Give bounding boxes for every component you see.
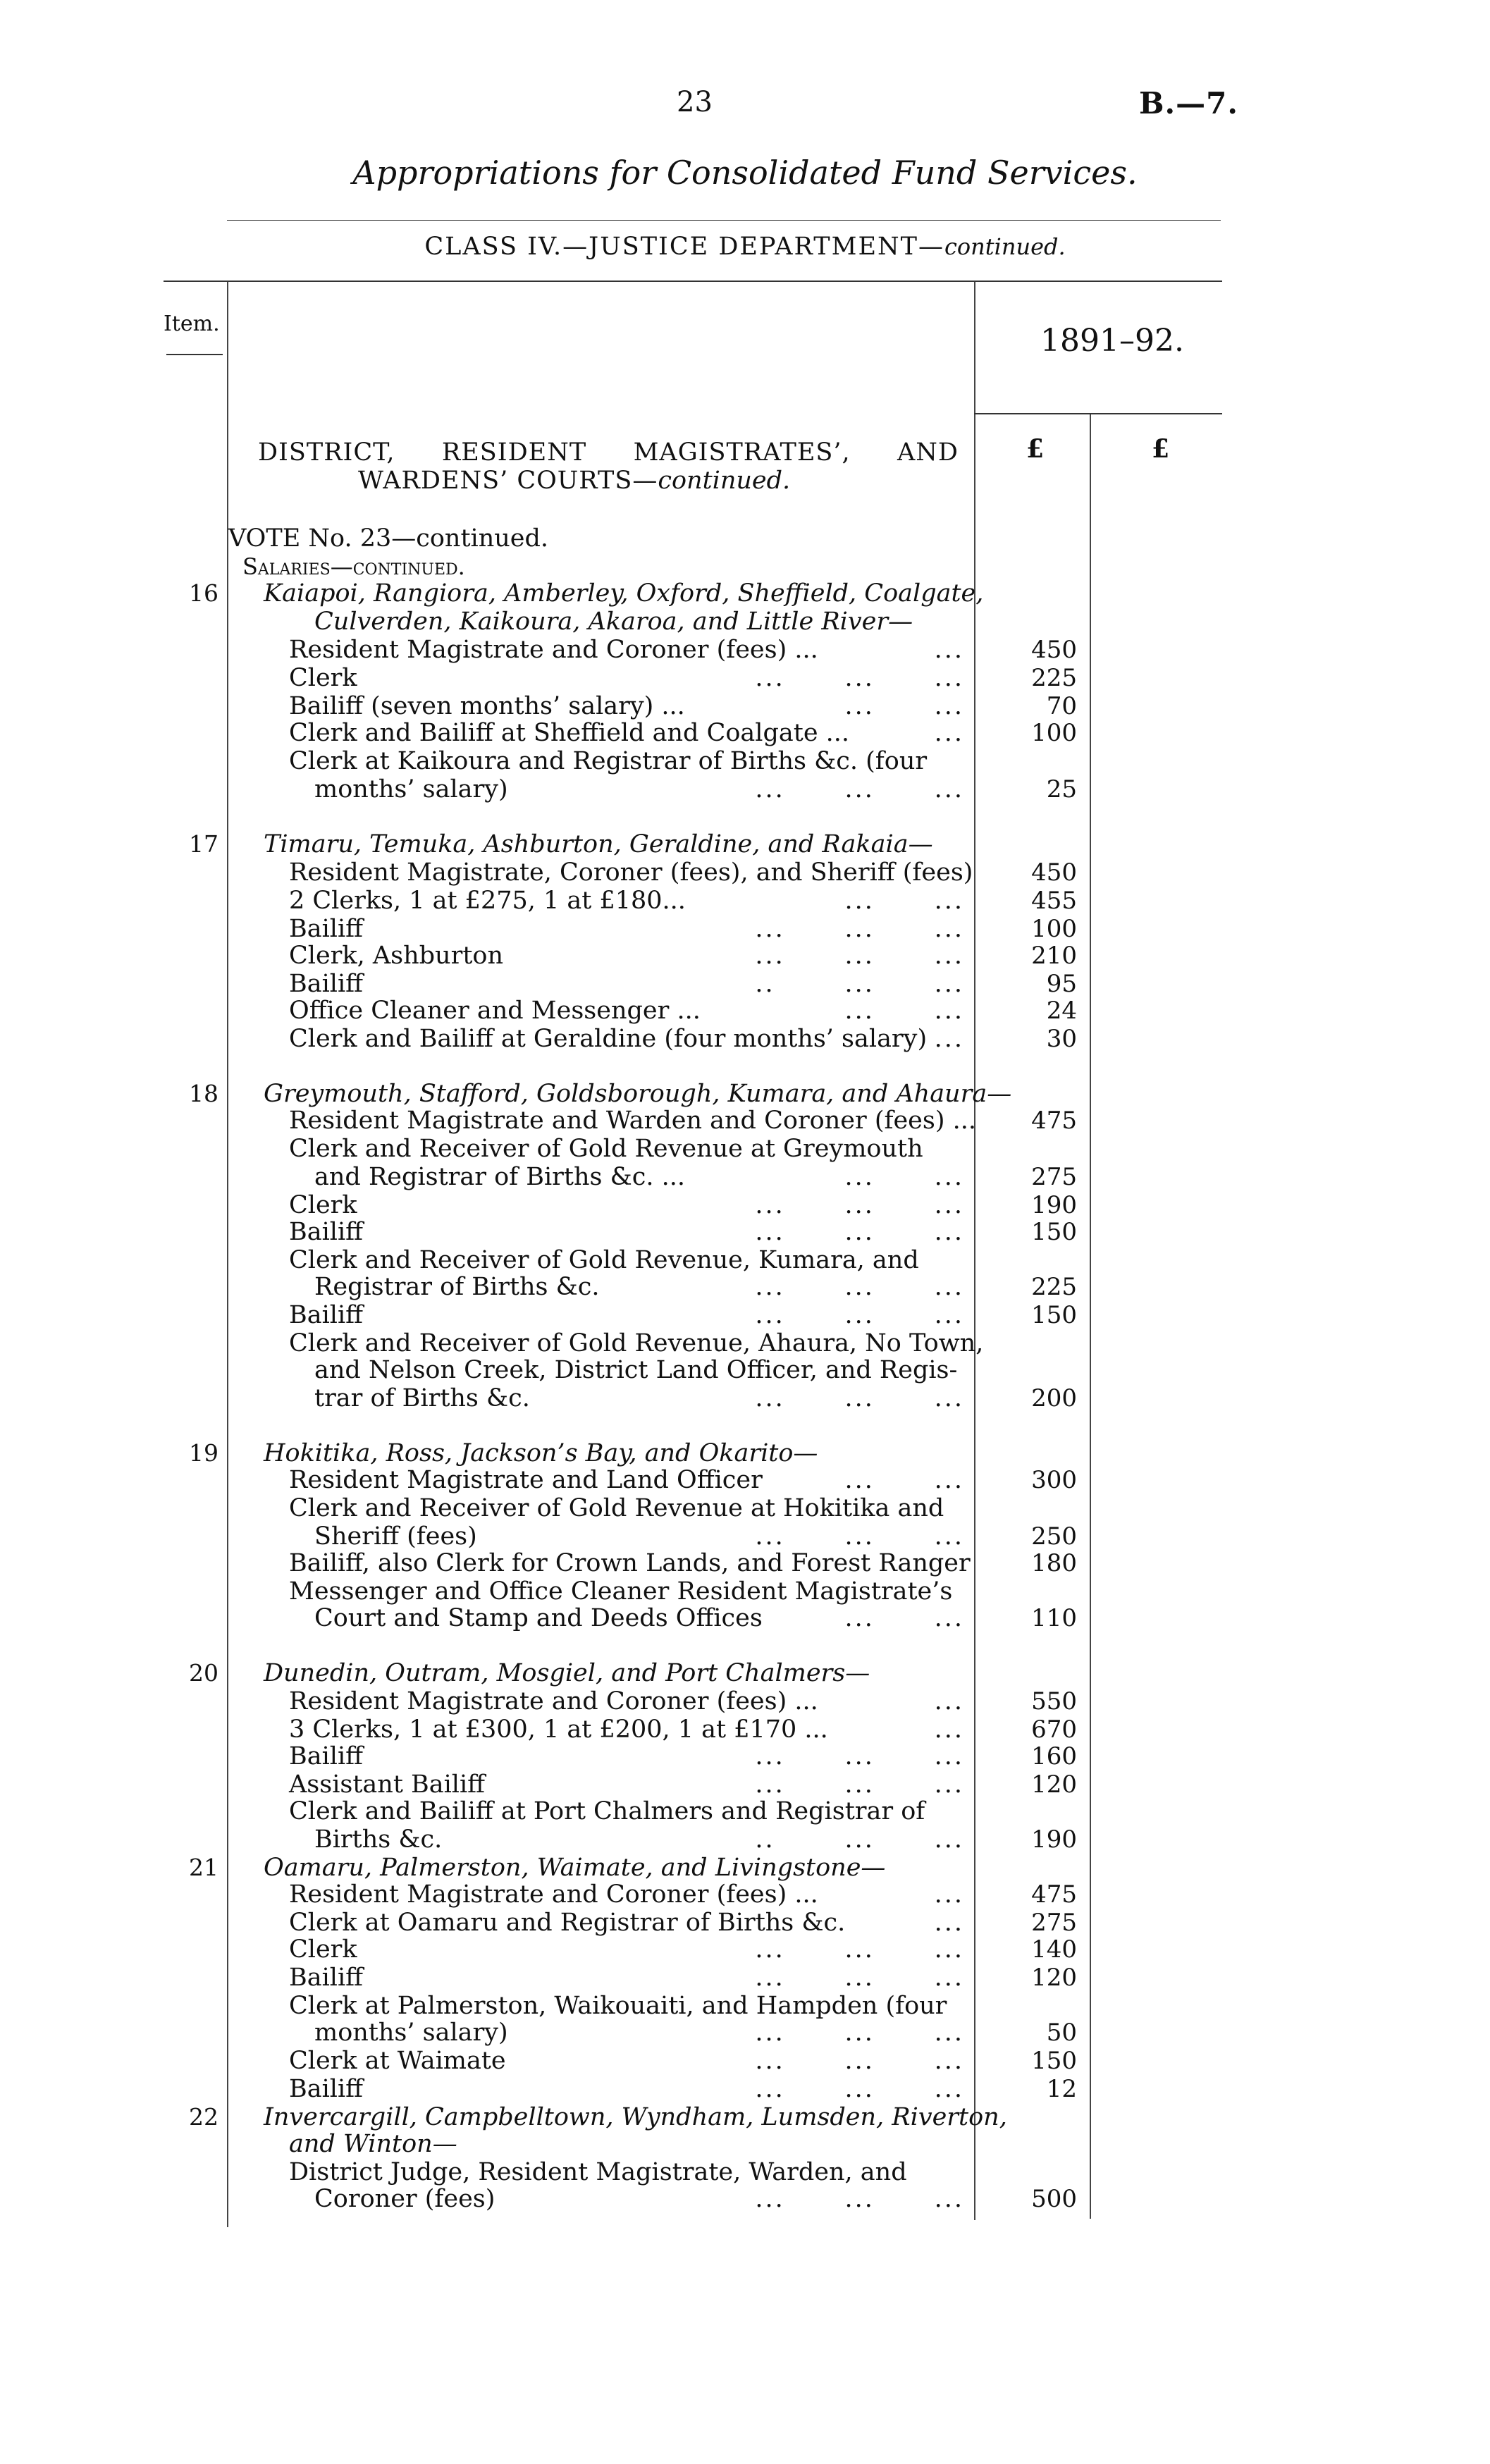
table-row <box>0 2019 1490 2047</box>
dot-leader: ... ... <box>844 1466 964 1494</box>
row-description: Clerk and Receiver of Gold Revenue at Greymouth <box>289 1135 923 1163</box>
table-row <box>0 2158 1490 2186</box>
title-rule <box>227 220 1221 221</box>
class-heading-main: CLASS IV.—JUSTICE DEPARTMENT— <box>424 233 944 261</box>
amount-cell: 110 <box>1031 1604 1077 1632</box>
dot-leader: ... ... ... <box>755 2019 964 2047</box>
row-description: Bailiff <box>289 915 364 943</box>
table-row <box>0 2103 1490 2131</box>
dot-leader: ... <box>934 1025 964 1053</box>
table-row <box>0 1659 1490 1687</box>
table-row <box>0 1218 1490 1246</box>
table-row <box>0 1935 1490 1964</box>
item-number: 22 <box>189 2103 218 2131</box>
dot-leader: ... ... <box>844 887 964 915</box>
item-column-header: Item. <box>164 312 220 336</box>
dot-leader: ... ... ... <box>755 1522 964 1551</box>
dot-leader: ... ... ... <box>755 2075 964 2103</box>
amount-cell: 150 <box>1031 2047 1077 2075</box>
pound-column-header: £ <box>1026 434 1045 464</box>
year-column-header: 1891–92. <box>1040 323 1184 359</box>
table-row <box>0 1356 1490 1384</box>
amount-cell: 200 <box>1031 1384 1077 1412</box>
row-description: trar of Births &c. <box>314 1384 530 1412</box>
dot-leader: ... ... ... <box>755 1273 964 1301</box>
table-top-rule <box>164 281 1222 282</box>
table-row <box>0 887 1490 915</box>
table-row <box>0 692 1490 720</box>
table-row <box>0 1687 1490 1715</box>
table-row <box>0 1273 1490 1301</box>
row-description: Resident Magistrate and Coroner (fees) ... <box>289 1687 818 1715</box>
row-description: Clerk at Waimate <box>289 2047 506 2075</box>
section-heading-word: AND <box>897 438 959 467</box>
dot-leader: ... ... ... <box>755 1301 964 1329</box>
amount-cell: 95 <box>1046 970 1077 998</box>
item-number: 18 <box>189 1080 218 1107</box>
table-row <box>0 524 1490 553</box>
amount-cell: 450 <box>1031 858 1077 887</box>
row-description: Office Cleaner and Messenger ... <box>289 997 701 1025</box>
row-description: District Judge, Resident Magistrate, Warden, and <box>289 2158 907 2186</box>
table-row <box>0 1964 1490 1992</box>
row-description: Resident Magistrate and Coroner (fees) ... <box>289 636 818 664</box>
row-description: Dunedin, Outram, Mosgiel, and Port Chalmers— <box>264 1659 870 1687</box>
row-description: Clerk <box>289 664 357 692</box>
row-description: Clerk and Bailiff at Geraldine (four months’ salary) <box>289 1025 928 1053</box>
row-description: and Nelson Creek, District Land Officer, and Regis- <box>314 1356 958 1384</box>
amount-cell: 30 <box>1046 1025 1077 1053</box>
dot-leader: ... ... ... <box>755 1218 964 1246</box>
amount-cell: 455 <box>1031 887 1077 915</box>
dot-leader: .. ... ... <box>755 1825 964 1854</box>
row-description: Clerk and Receiver of Gold Revenue, Ahaura, No Town, <box>289 1329 984 1357</box>
amount-cell: 475 <box>1031 1880 1077 1909</box>
pound-total-column-header: £ <box>1152 434 1170 464</box>
amount-cell: 25 <box>1046 775 1077 803</box>
row-description: Resident Magistrate and Coroner (fees) ... <box>289 1880 818 1909</box>
dot-leader: ... <box>934 1715 964 1744</box>
table-row <box>0 747 1490 775</box>
amount-cell: 12 <box>1046 2075 1077 2103</box>
amount-cell: 670 <box>1031 1715 1077 1744</box>
amount-cell: 120 <box>1031 1770 1077 1799</box>
table-row <box>0 970 1490 998</box>
row-description: Clerk <box>289 1191 357 1219</box>
row-description: Culverden, Kaikoura, Akaroa, and Little River— <box>314 608 913 636</box>
row-description: Births &c. <box>314 1825 443 1854</box>
row-description: Bailiff (seven months’ salary) ... <box>289 692 685 720</box>
row-description: and Registrar of Births &c. ... <box>314 1163 685 1191</box>
section-heading-word: DISTRICT, <box>258 438 395 467</box>
amount-cell: 70 <box>1046 692 1077 720</box>
table-row <box>0 1107 1490 1135</box>
table-row <box>0 1880 1490 1909</box>
table-row <box>0 1549 1490 1577</box>
row-description: Clerk and Bailiff at Sheffield and Coalgate ... <box>289 719 850 747</box>
table-row <box>0 830 1490 858</box>
amount-cell: 150 <box>1031 1301 1077 1329</box>
section-heading-line2: WARDENS’ COURTS— <box>358 467 658 495</box>
table-row <box>0 2075 1490 2103</box>
dot-leader: ... ... ... <box>755 1742 964 1770</box>
row-description: Clerk at Palmerston, Waikouaiti, and Hampden (four <box>289 1992 947 2020</box>
table-row <box>0 608 1490 636</box>
dot-leader: ... ... ... <box>755 1384 964 1412</box>
table-row <box>0 942 1490 970</box>
table-row <box>0 1992 1490 2020</box>
table-row <box>0 1909 1490 1937</box>
amount-cell: 50 <box>1046 2019 1077 2047</box>
year-header-rule <box>974 413 1222 414</box>
table-row <box>0 664 1490 692</box>
amount-cell: 475 <box>1031 1107 1077 1135</box>
dot-leader: ... ... <box>844 997 964 1025</box>
amount-cell: 275 <box>1031 1163 1077 1191</box>
row-description: Clerk at Kaikoura and Registrar of Births &c. (four <box>289 747 928 775</box>
dot-leader: ... <box>934 1687 964 1715</box>
dot-leader: ... ... ... <box>755 2047 964 2075</box>
table-row <box>0 719 1490 747</box>
row-description: Coroner (fees) <box>314 2185 495 2213</box>
table-row <box>0 1466 1490 1494</box>
row-description: Resident Magistrate and Land Officer <box>289 1466 763 1494</box>
row-description: Clerk and Bailiff at Port Chalmers and Registrar of <box>289 1797 925 1825</box>
section-heading-word: MAGISTRATES’, <box>633 438 851 467</box>
table-row <box>0 2185 1490 2213</box>
dot-leader: ... <box>934 719 964 747</box>
row-description: Bailiff <box>289 1742 364 1770</box>
table-row <box>0 858 1490 887</box>
page-title: Appropriations for Consolidated Fund Services. <box>352 154 1138 192</box>
dot-leader: .. ... ... <box>755 970 964 998</box>
dot-leader: ... ... ... <box>755 775 964 803</box>
table-row <box>0 1854 1490 1882</box>
table-row <box>0 1025 1490 1053</box>
row-description: months’ salary) <box>314 2019 508 2047</box>
amount-cell: 160 <box>1031 1742 1077 1770</box>
item-number: 16 <box>189 579 218 607</box>
table-row <box>0 1770 1490 1799</box>
amount-cell: 450 <box>1031 636 1077 664</box>
row-description: Oamaru, Palmerston, Waimate, and Livingstone— <box>264 1854 886 1882</box>
table-row <box>0 775 1490 803</box>
dot-leader: ... ... ... <box>755 1935 964 1964</box>
table-row <box>0 1742 1490 1770</box>
table-row <box>0 553 1490 581</box>
dot-leader: ... ... <box>844 1604 964 1632</box>
dot-leader: ... ... ... <box>755 1191 964 1219</box>
amount-cell: 190 <box>1031 1191 1077 1219</box>
page-number: 23 <box>677 86 713 118</box>
table-row <box>0 1577 1490 1606</box>
dot-leader: ... ... ... <box>755 2185 964 2213</box>
row-description: Clerk at Oamaru and Registrar of Births &c. <box>289 1909 846 1937</box>
table-row <box>0 1384 1490 1412</box>
amount-cell: 100 <box>1031 915 1077 943</box>
amount-cell: 500 <box>1031 2185 1077 2213</box>
table-row <box>0 1163 1490 1191</box>
table-row <box>0 1522 1490 1551</box>
amount-cell: 210 <box>1031 942 1077 970</box>
section-heading <box>258 438 959 495</box>
table-row <box>0 1797 1490 1825</box>
table-row <box>0 997 1490 1025</box>
dot-leader: ... ... ... <box>755 664 964 692</box>
amount-cell: 300 <box>1031 1466 1077 1494</box>
row-description: Bailiff, also Clerk for Crown Lands, and Forest Ranger <box>289 1549 971 1577</box>
dot-leader: ... ... <box>844 692 964 720</box>
row-description: months’ salary) <box>314 775 508 803</box>
row-description: Greymouth, Stafford, Goldsborough, Kumara, and Ahaura— <box>264 1080 1012 1108</box>
amount-cell: 190 <box>1031 1825 1077 1854</box>
section-heading-continued: continued. <box>658 467 791 495</box>
table-row <box>0 636 1490 664</box>
dot-leader: ... ... <box>844 1163 964 1191</box>
table-row <box>0 1135 1490 1163</box>
row-description: Bailiff <box>289 1301 364 1329</box>
class-heading-continued: continued. <box>944 233 1066 260</box>
row-description: Salaries—continued. <box>242 553 465 580</box>
row-description: Clerk <box>289 1935 357 1964</box>
item-header-underline <box>166 354 223 355</box>
table-row <box>0 1301 1490 1329</box>
row-description: Bailiff <box>289 2075 364 2103</box>
dot-leader: ... ... ... <box>755 1964 964 1992</box>
dot-leader: ... <box>934 1880 964 1909</box>
table-row <box>0 1080 1490 1108</box>
table-row <box>0 1604 1490 1632</box>
amount-cell: 225 <box>1031 1273 1077 1301</box>
row-description: and Winton— <box>289 2130 457 2158</box>
row-description: Clerk and Receiver of Gold Revenue, Kumara, and <box>289 1246 919 1274</box>
item-number: 19 <box>189 1439 218 1467</box>
dot-leader: ... <box>934 636 964 664</box>
item-number: 20 <box>189 1659 218 1687</box>
row-description: Court and Stamp and Deeds Offices <box>314 1604 763 1632</box>
table-row <box>0 1191 1490 1219</box>
row-description: Clerk, Ashburton <box>289 942 504 970</box>
table-row <box>0 1494 1490 1522</box>
amount-cell: 550 <box>1031 1687 1077 1715</box>
row-description: Assistant Bailiff <box>289 1770 486 1799</box>
table-row <box>0 1329 1490 1357</box>
amount-cell: 180 <box>1031 1549 1077 1577</box>
table-row <box>0 1825 1490 1854</box>
amount-cell: 140 <box>1031 1935 1077 1964</box>
class-heading <box>0 233 1490 261</box>
row-description: Bailiff <box>289 1218 364 1246</box>
amount-cell: 250 <box>1031 1522 1077 1551</box>
dot-leader: ... <box>934 1909 964 1937</box>
row-description: Resident Magistrate, Coroner (fees), and Sheriff (fees) <box>289 858 973 887</box>
row-description: Resident Magistrate and Warden and Coroner (fees) ... <box>289 1107 977 1135</box>
dot-leader: ... ... ... <box>755 915 964 943</box>
dot-leader: ... ... ... <box>755 1770 964 1799</box>
row-description: VOTE No. 23—continued. <box>228 524 549 553</box>
table-row <box>0 915 1490 943</box>
row-description: Kaiapoi, Rangiora, Amberley, Oxford, Sheffield, Coalgate, <box>264 579 984 608</box>
document-reference: B.—7. <box>1139 86 1238 121</box>
amount-cell: 100 <box>1031 719 1077 747</box>
row-description: 3 Clerks, 1 at £300, 1 at £200, 1 at £170 ... <box>289 1715 828 1744</box>
row-description: Registrar of Births &c. <box>314 1273 600 1301</box>
row-description: Bailiff <box>289 970 364 998</box>
item-number: 21 <box>189 1854 218 1881</box>
row-description: Bailiff <box>289 1964 364 1992</box>
table-row <box>0 1439 1490 1467</box>
row-description: Invercargill, Campbelltown, Wyndham, Lumsden, Riverton, <box>264 2103 1007 2131</box>
item-number: 17 <box>189 830 218 858</box>
table-row <box>0 579 1490 608</box>
amount-cell: 120 <box>1031 1964 1077 1992</box>
row-description: Hokitika, Ross, Jackson’s Bay, and Okarito— <box>264 1439 818 1467</box>
amount-cell: 24 <box>1046 997 1077 1025</box>
row-description: Clerk and Receiver of Gold Revenue at Hokitika and <box>289 1494 944 1522</box>
dot-leader: ... ... ... <box>755 942 964 970</box>
table-row <box>0 2130 1490 2158</box>
amount-cell: 275 <box>1031 1909 1077 1937</box>
table-row <box>0 1246 1490 1274</box>
row-description: Sheriff (fees) <box>314 1522 477 1551</box>
row-description: 2 Clerks, 1 at £275, 1 at £180... <box>289 887 686 915</box>
amount-cell: 150 <box>1031 1218 1077 1246</box>
row-description: Timaru, Temuka, Ashburton, Geraldine, and Rakaia— <box>264 830 933 858</box>
amount-cell: 225 <box>1031 664 1077 692</box>
table-row <box>0 1715 1490 1744</box>
table-row <box>0 2047 1490 2075</box>
section-heading-word: RESIDENT <box>441 438 587 467</box>
row-description: Messenger and Office Cleaner Resident Magistrate’s <box>289 1577 953 1606</box>
